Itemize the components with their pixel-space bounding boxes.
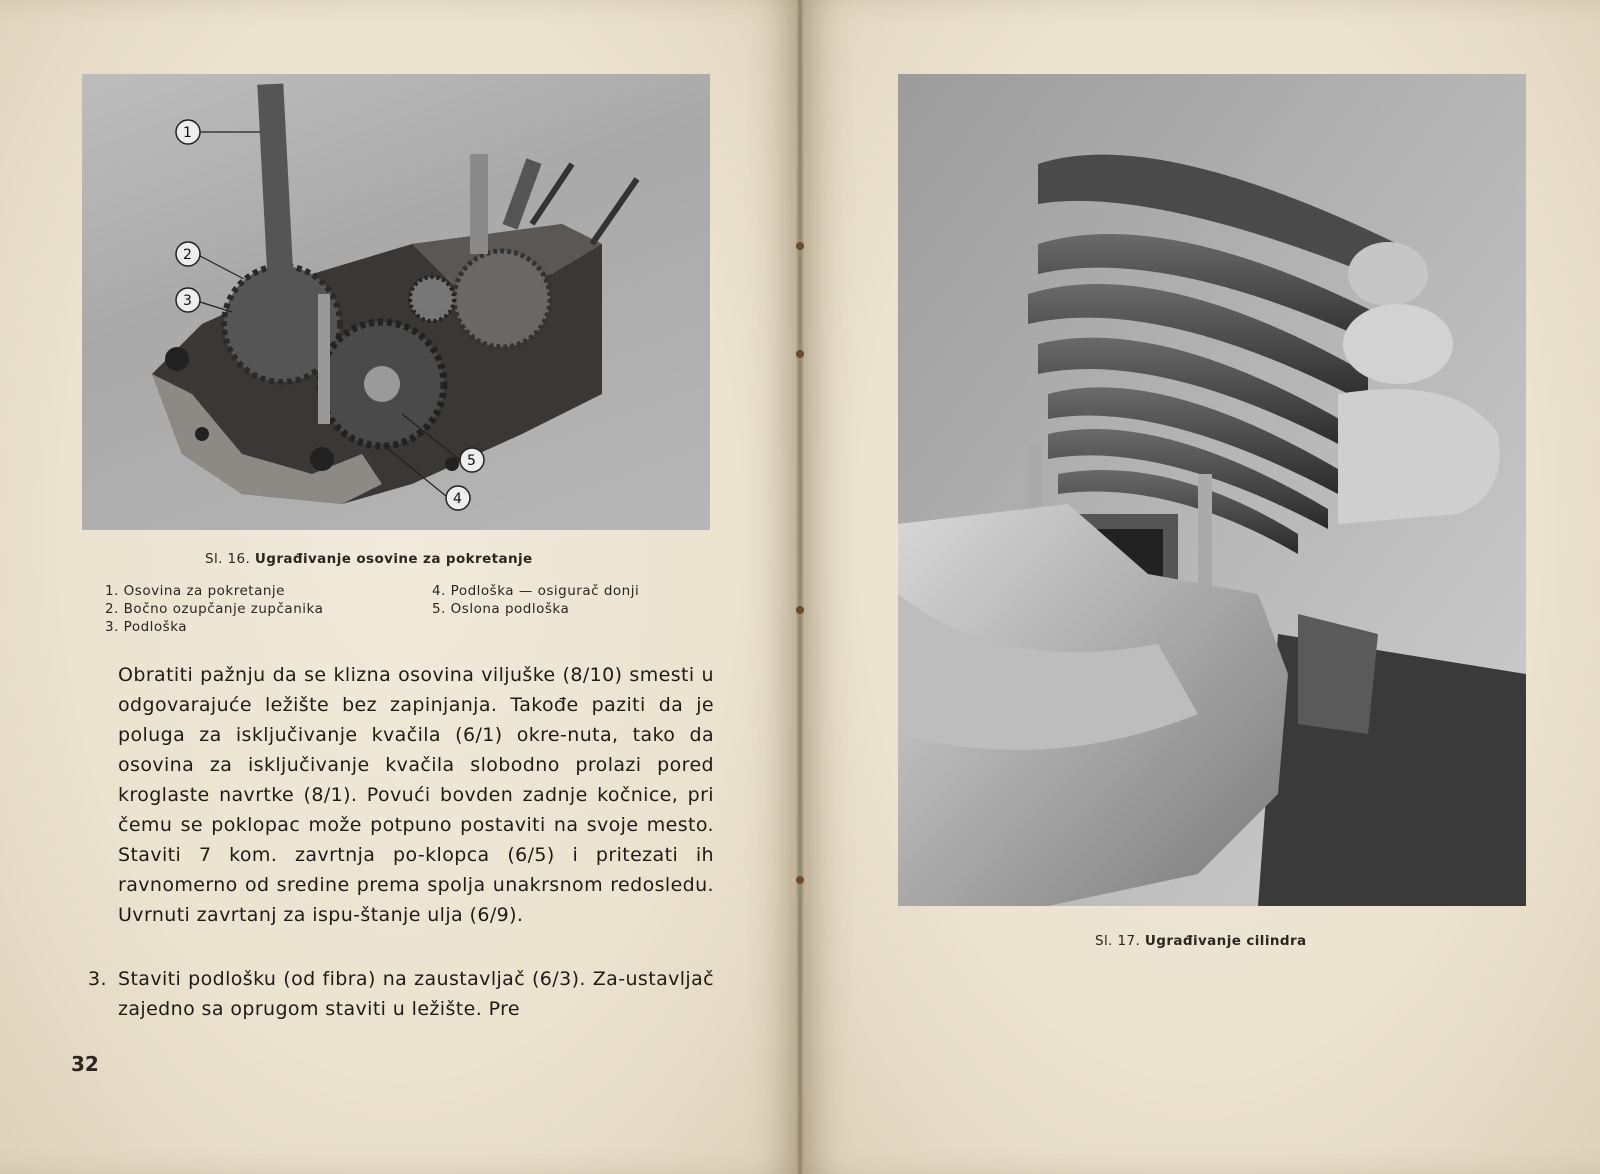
body-paragraph <box>118 660 714 930</box>
callout-number: 4 <box>453 491 462 507</box>
engine-gear-illustration <box>82 74 710 530</box>
book-gutter <box>796 0 804 1174</box>
binding-hole <box>796 876 804 884</box>
caption-title: Ugrađivanje osovine za pokretanje <box>254 551 533 567</box>
numbered-item-3 <box>88 964 714 1024</box>
legend-item: 4. Podloška — osigurač donji <box>432 583 640 599</box>
figure-16-legend-left <box>105 582 323 636</box>
caption-prefix: Sl. 17. <box>1095 933 1141 949</box>
figure-17-caption <box>1095 933 1307 949</box>
caption-prefix: Sl. 16. <box>205 551 251 567</box>
callout-number: 2 <box>183 247 192 263</box>
binding-hole <box>796 242 804 250</box>
item-text: Staviti podlošku (od fibra) na zaustavljač (6/3). Za-ustavljač zajedno sa oprugom staviti u ležište. Pre <box>118 968 714 1020</box>
figure-16-photo <box>82 74 710 530</box>
caption-title: Ugrađivanje cilindra <box>1144 933 1307 949</box>
binding-hole <box>796 606 804 614</box>
callout-number: 3 <box>183 293 192 309</box>
binding-hole <box>796 350 804 358</box>
callout-number: 1 <box>183 125 192 141</box>
figure-16-legend-right <box>432 582 639 618</box>
legend-item: 1. Osovina za pokretanje <box>105 583 285 599</box>
legend-item: 2. Bočno ozupčanje zupčanika <box>105 601 324 617</box>
item-number: 3. <box>88 968 107 990</box>
figure-17-photo <box>898 74 1526 906</box>
paragraph-text: Obratiti pažnju da se klizna osovina viljuške (8/10) smesti u odgovarajuće ležište bez zapinjanja. Takođe paziti da je poluga za isključivanje kvačila (6/1) okre-nuta, tako da osovina za isključivanje kvačila slobodno prolazi pored kroglaste navrtke (8/1). Povući bovden zadnje kočnice, pri čemu se poklopac može potpuno postaviti na svoje mesto. Staviti 7 kom. zavrtnja po-klopca (6/5) i pritezati ih ravnomerno od sredine prema spolja unakrsnom redosledu. Uvrnuti zavrtanj za ispu-štanje ulja (6/9). <box>118 664 714 926</box>
cylinder-hands-illustration <box>898 74 1526 906</box>
callout-number: 5 <box>467 453 476 469</box>
legend-item: 3. Podloška <box>105 619 188 635</box>
legend-item: 5. Oslona podloška <box>432 601 570 617</box>
page-number: 32 <box>71 1052 99 1076</box>
figure-16-caption <box>205 551 533 567</box>
